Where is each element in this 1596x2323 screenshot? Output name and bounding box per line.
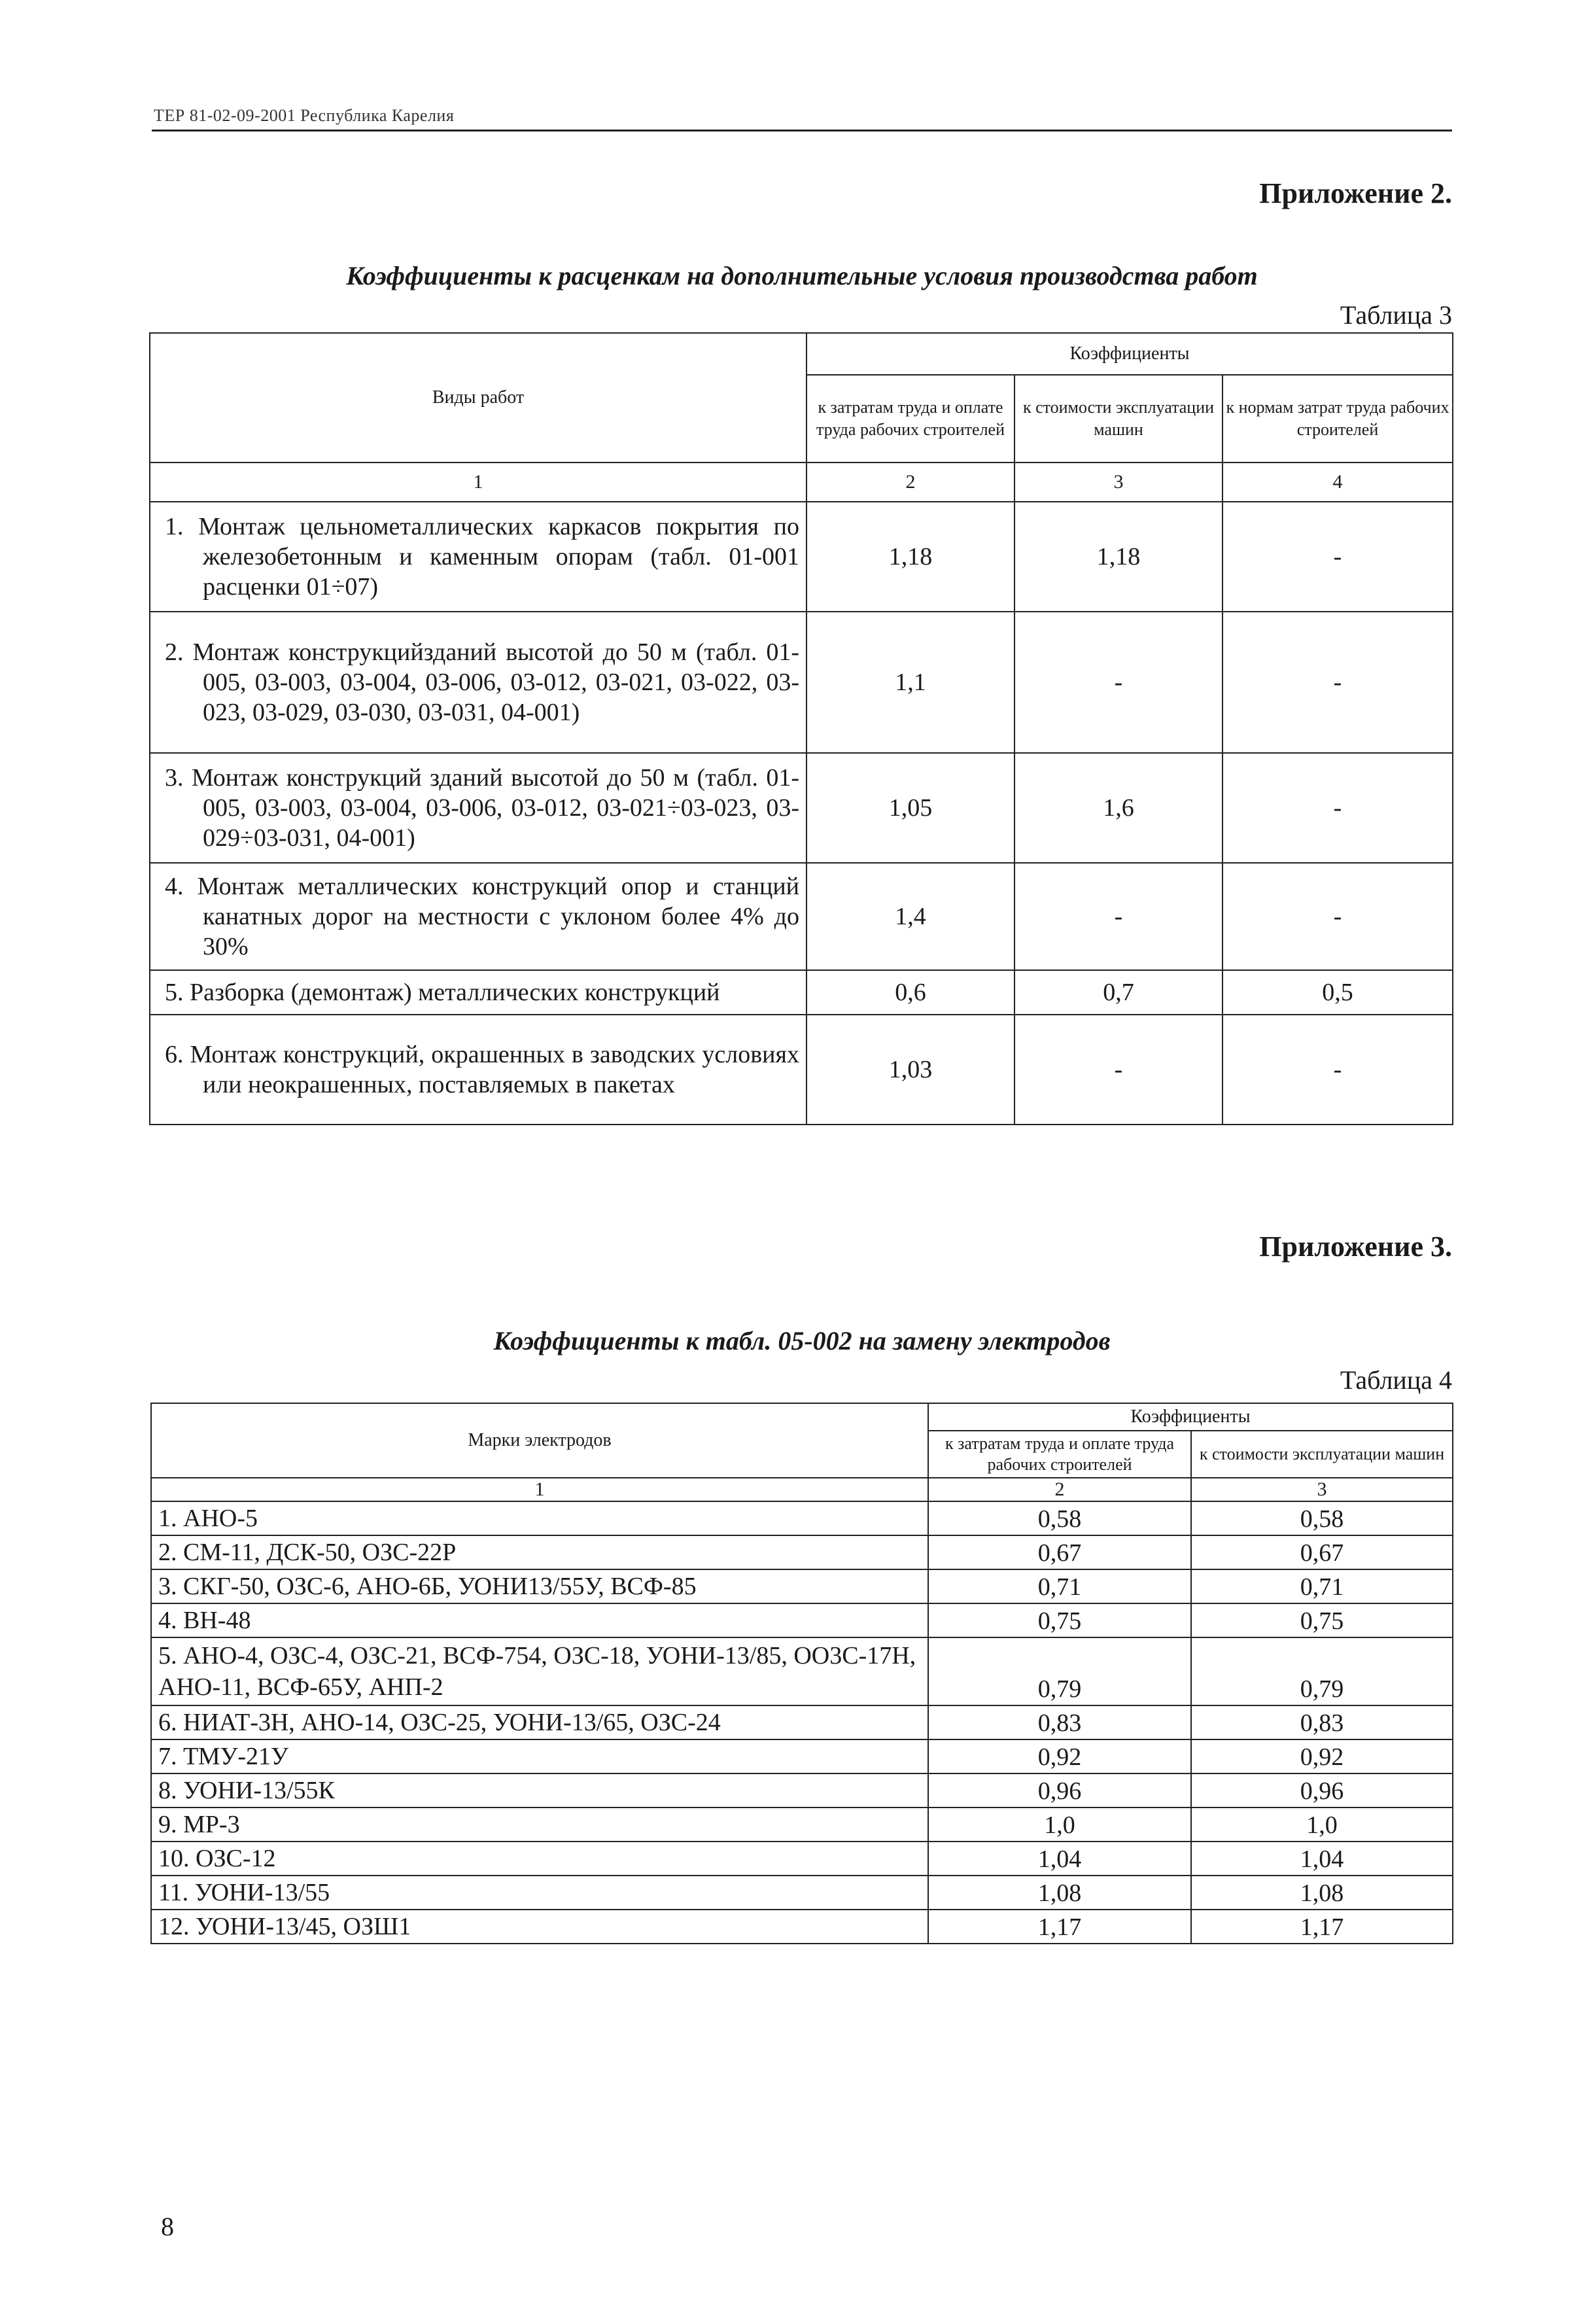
table-row (150, 863, 1453, 970)
work-type-cell: 1. Монтаж цельнометаллических каркасов покрытия по железобетонным и каменным опорам (табл. 01-001 расценки 01÷07) (150, 502, 807, 612)
col-header-work-types: Виды работ (150, 333, 807, 463)
labor-coef-cell: 0,67 (928, 1535, 1191, 1569)
norms-coef-cell: - (1223, 863, 1453, 970)
table-row (151, 1808, 1453, 1842)
col-header-norms: к нормам затрат труда рабочих строителей (1223, 375, 1453, 463)
col-number: 4 (1223, 463, 1453, 502)
labor-coef-cell: 0,83 (928, 1705, 1191, 1739)
work-type-cell: 6. Монтаж конструкций, окрашенных в заводских условиях или неокрашенных, поставляемых в пакетах (150, 1015, 807, 1125)
running-header: ТЕР 81-02-09-2001 Республика Карелия (154, 106, 455, 125)
machines-coef-cell: - (1015, 612, 1223, 753)
col-header-brands: Марки электродов (151, 1403, 928, 1478)
machines-coef-cell: 0,83 (1191, 1705, 1453, 1739)
labor-coef-cell: 1,05 (807, 753, 1015, 863)
table-row (150, 502, 1453, 612)
electrode-brand-cell: 6. НИАТ-3Н, АНО-14, ОЗС-25, УОНИ-13/65, ОЗС-24 (151, 1705, 928, 1739)
labor-coef-cell: 0,75 (928, 1603, 1191, 1637)
machines-coef-cell: 1,17 (1191, 1910, 1453, 1944)
table-row (151, 1773, 1453, 1808)
labor-coef-cell: 0,6 (807, 970, 1015, 1015)
table-row (151, 1603, 1453, 1637)
table-row (151, 1910, 1453, 1944)
table-3-caption: Коэффициенты к расценкам на дополнительные условия производства работ (346, 261, 1258, 290)
labor-coef-cell: 0,92 (928, 1739, 1191, 1773)
electrode-brand-cell: 7. ТМУ-21У (151, 1739, 928, 1773)
header-rule (152, 130, 1452, 131)
labor-coef-cell: 1,18 (807, 502, 1015, 612)
table-3-label: Таблица 3 (1340, 300, 1452, 330)
work-type-cell: 2. Монтаж конструкцийзданий высотой до 50 м (табл. 01-005, 03-003, 03-004, 03-006, 03-012, 03-021, 03-022, 03-023, 03-029, 03-030, 03-031, 04-001) (150, 612, 807, 753)
table-4-caption: Коэффициенты к табл. 05-002 на замену электродов (493, 1326, 1111, 1355)
table-row (151, 1535, 1453, 1569)
electrode-brand-cell: 1. АНО-5 (151, 1501, 928, 1535)
labor-coef-cell: 0,58 (928, 1501, 1191, 1535)
table-row (150, 970, 1453, 1015)
col-header-machines: к стоимости эксплуатации машин (1015, 375, 1223, 463)
electrode-brand-cell: 5. АНО-4, ОЗС-4, ОЗС-21, ВСФ-754, ОЗС-18, УОНИ-13/85, ОО3С-17Н, АНО-11, ВСФ-65У, АНП-2 (151, 1637, 928, 1705)
labor-coef-cell: 1,1 (807, 612, 1015, 753)
table-row (151, 1637, 1453, 1705)
machines-coef-cell: 1,0 (1191, 1808, 1453, 1842)
work-type-cell: 3. Монтаж конструкций зданий высотой до 50 м (табл. 01-005, 03-003, 03-004, 03-006, 03-012, 03-021÷03-023, 03-029÷03-031, 04-001) (150, 753, 807, 863)
machines-coef-cell: 0,67 (1191, 1535, 1453, 1569)
electrode-brand-cell: 11. УОНИ-13/55 (151, 1876, 928, 1910)
col-number: 1 (150, 463, 807, 502)
work-type-cell: 4. Монтаж металлических конструкций опор и станций канатных дорог на местности с уклоном более 4% до 30% (150, 863, 807, 970)
machines-coef-cell: 0,92 (1191, 1739, 1453, 1773)
table-row (151, 1739, 1453, 1773)
norms-coef-cell: - (1223, 612, 1453, 753)
labor-coef-cell: 1,04 (928, 1842, 1191, 1876)
col-header-labor: к затратам труда и оплате труда рабочих строителей (807, 375, 1015, 463)
table-row (150, 753, 1453, 863)
norms-coef-cell: - (1223, 753, 1453, 863)
norms-coef-cell: 0,5 (1223, 970, 1453, 1015)
col-number: 2 (807, 463, 1015, 502)
norms-coef-cell: - (1223, 502, 1453, 612)
appendix-2-label: Приложение 2. (1259, 177, 1452, 209)
col-number: 3 (1015, 463, 1223, 502)
table-row (150, 1015, 1453, 1125)
labor-coef-cell: 1,0 (928, 1808, 1191, 1842)
machines-coef-cell: 1,18 (1015, 502, 1223, 612)
machines-coef-cell: 0,71 (1191, 1569, 1453, 1603)
labor-coef-cell: 1,08 (928, 1876, 1191, 1910)
machines-coef-cell: 1,04 (1191, 1842, 1453, 1876)
labor-coef-cell: 0,96 (928, 1773, 1191, 1808)
col-header-machines: к стоимости эксплуатации машин (1191, 1431, 1453, 1478)
electrode-coefficients-table-4 (150, 1403, 1453, 1944)
appendix-3-label: Приложение 3. (1259, 1231, 1452, 1263)
table-row (150, 612, 1453, 753)
machines-coef-cell: 0,75 (1191, 1603, 1453, 1637)
labor-coef-cell: 0,79 (928, 1637, 1191, 1705)
col-number: 2 (928, 1478, 1191, 1501)
page-number: 8 (161, 2212, 174, 2241)
labor-coef-cell: 1,4 (807, 863, 1015, 970)
machines-coef-cell: 1,08 (1191, 1876, 1453, 1910)
col-header-coefficients: Коэффициенты (807, 333, 1453, 375)
machines-coef-cell: 1,6 (1015, 753, 1223, 863)
machines-coef-cell: 0,96 (1191, 1773, 1453, 1808)
coefficients-table-3 (149, 332, 1453, 1125)
col-number: 1 (151, 1478, 928, 1501)
table-row (151, 1501, 1453, 1535)
electrode-brand-cell: 8. УОНИ-13/55К (151, 1773, 928, 1808)
machines-coef-cell: - (1015, 863, 1223, 970)
col-header-labor: к затратам труда и оплате труда рабочих строителей (928, 1431, 1191, 1478)
labor-coef-cell: 0,71 (928, 1569, 1191, 1603)
table-row (151, 1842, 1453, 1876)
col-header-coefficients: Коэффициенты (928, 1403, 1453, 1431)
machines-coef-cell: 0,79 (1191, 1637, 1453, 1705)
table-row (151, 1876, 1453, 1910)
table-row (151, 1705, 1453, 1739)
labor-coef-cell: 1,17 (928, 1910, 1191, 1944)
work-type-cell: 5. Разборка (демонтаж) металлических конструкций (150, 970, 807, 1015)
col-number: 3 (1191, 1478, 1453, 1501)
electrode-brand-cell: 10. ОЗС-12 (151, 1842, 928, 1876)
machines-coef-cell: 0,58 (1191, 1501, 1453, 1535)
norms-coef-cell: - (1223, 1015, 1453, 1125)
electrode-brand-cell: 4. ВН-48 (151, 1603, 928, 1637)
electrode-brand-cell: 2. СМ-11, ДСК-50, ОЗС-22Р (151, 1535, 928, 1569)
machines-coef-cell: 0,7 (1015, 970, 1223, 1015)
electrode-brand-cell: 12. УОНИ-13/45, ОЗШ1 (151, 1910, 928, 1944)
labor-coef-cell: 1,03 (807, 1015, 1015, 1125)
electrode-brand-cell: 3. СКГ-50, ОЗС-6, АНО-6Б, УОНИ13/55У, ВСФ-85 (151, 1569, 928, 1603)
machines-coef-cell: - (1015, 1015, 1223, 1125)
electrode-brand-cell: 9. МР-3 (151, 1808, 928, 1842)
table-row (151, 1569, 1453, 1603)
table-4-label: Таблица 4 (1340, 1365, 1452, 1395)
